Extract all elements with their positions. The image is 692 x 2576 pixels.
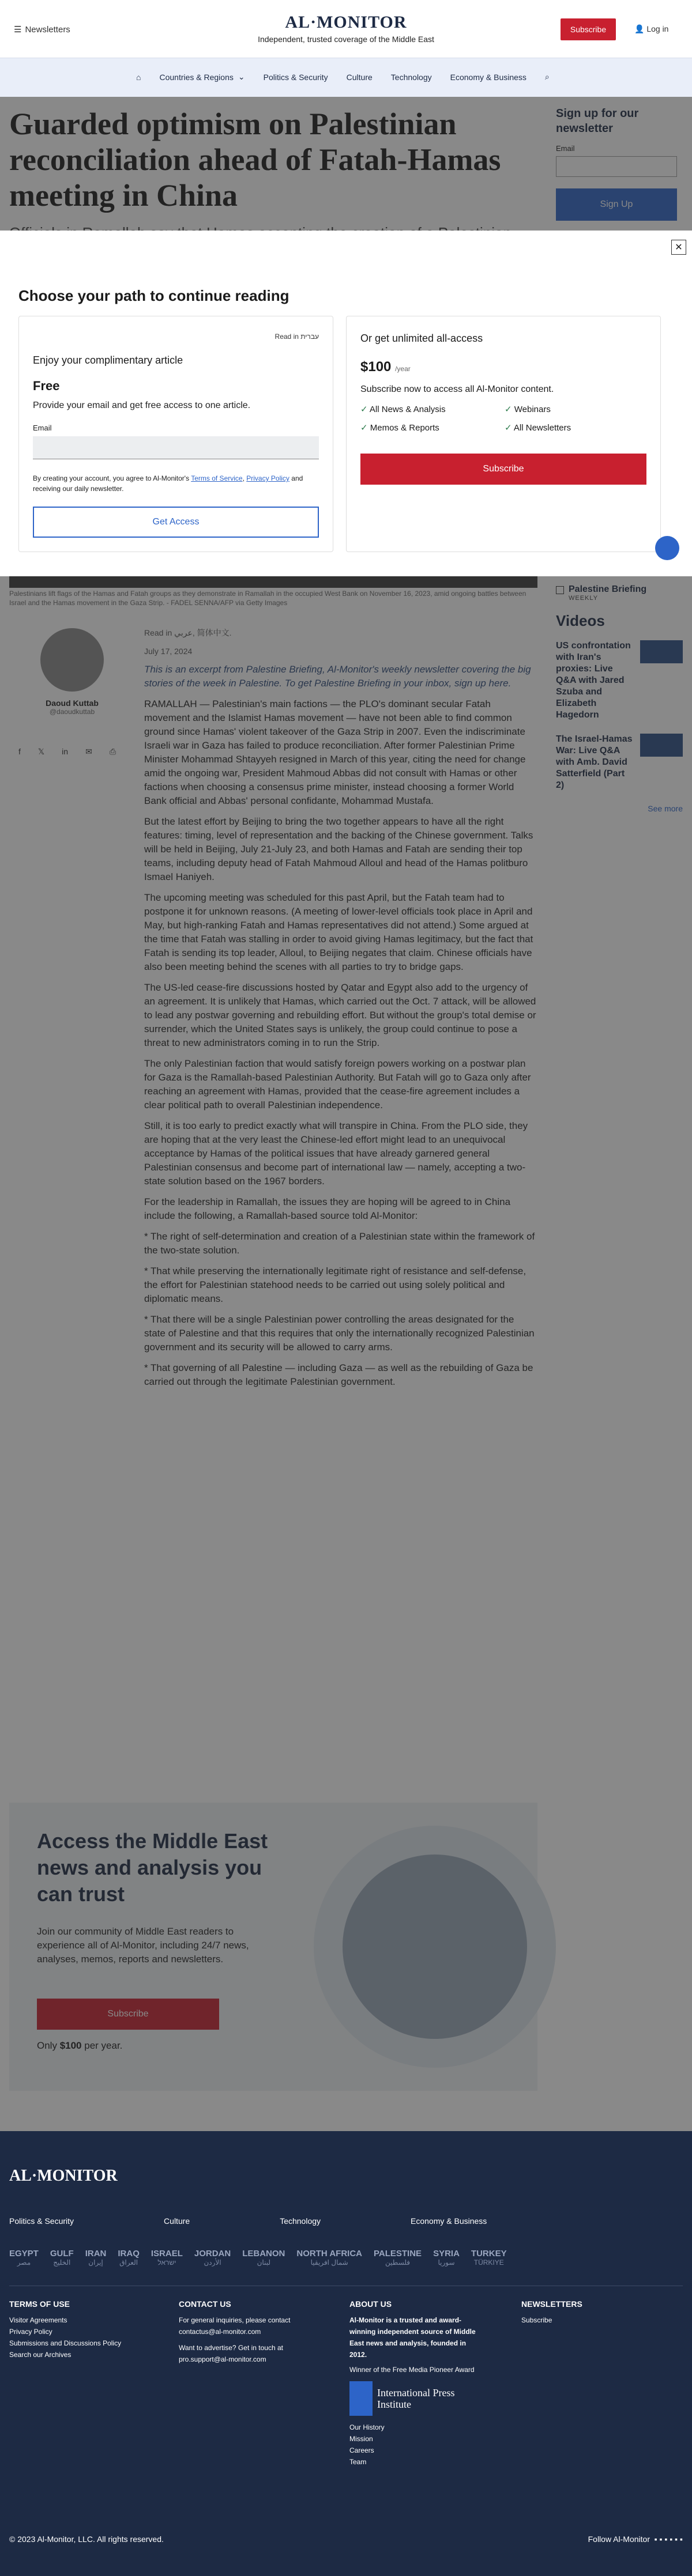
nav-politics[interactable]: Politics & Security <box>263 72 328 82</box>
chat-icon[interactable] <box>655 536 679 560</box>
read-in-hebrew[interactable]: Read in עברית <box>274 333 319 341</box>
country-link[interactable]: TURKEY TÜRKIYE <box>471 2249 507 2267</box>
country-links <box>9 2249 507 2267</box>
main-nav <box>0 58 692 97</box>
footer-terms: TERMS OF USE Visitor Agreements Privacy Policy Submissions and Discussions Policy Search our Archives <box>9 2298 136 2360</box>
country-link[interactable]: IRAQ العراق <box>118 2249 140 2267</box>
footer-nav <box>9 2216 487 2226</box>
chevron-down-icon[interactable]: ⌄ <box>238 72 245 81</box>
footer-bottom <box>9 2535 683 2544</box>
copyright: © 2023 Al-Monitor, LLC. All rights reserved. <box>9 2535 164 2544</box>
paywall-title: Choose your path to continue reading <box>18 287 289 304</box>
footer-link[interactable]: Mission <box>349 2435 373 2443</box>
free-desc: Provide your email and get free access to one article. <box>33 401 251 410</box>
footer-nav-item[interactable]: Culture <box>164 2216 190 2226</box>
footer-link[interactable]: Careers <box>349 2446 374 2454</box>
footer-newsletters: NEWSLETTERS Subscribe <box>521 2298 648 2326</box>
close-icon[interactable]: ✕ <box>671 240 686 255</box>
menu-icon: ☰ <box>14 25 22 35</box>
ipi-logo <box>349 2381 373 2416</box>
footer-link[interactable]: Visitor Agreements <box>9 2316 67 2324</box>
terms-link[interactable]: Terms of Service <box>191 474 243 482</box>
country-link[interactable]: SYRIA سوريا <box>433 2249 460 2267</box>
country-link[interactable]: NORTH AFRICA شمال افريقيا <box>296 2249 362 2267</box>
email-label: Email <box>33 424 52 432</box>
country-link[interactable]: ISRAEL ישראל <box>151 2249 183 2267</box>
country-link[interactable]: IRAN إيران <box>85 2249 107 2267</box>
tagline: Independent, trusted coverage of the Middle East <box>258 35 434 44</box>
email-field[interactable] <box>33 436 319 459</box>
footer-nav-item[interactable]: Politics & Security <box>9 2216 74 2226</box>
nav-economy[interactable]: Economy & Business <box>450 72 526 82</box>
nav-countries[interactable]: Countries & Regions <box>159 72 234 82</box>
free-access-card <box>18 316 333 552</box>
user-icon: 👤 <box>634 24 647 33</box>
feature-item: ✓ All Newsletters <box>505 422 649 433</box>
feature-item: ✓ All News & Analysis <box>360 404 505 414</box>
footer-about: ABOUT US Al-Monitor is a trusted and award-winning independent source of Middle East news and analysis, founded in 2012. Winner of the Free Media Pioneer Award International Press Institute Our History Mission Careers Team <box>349 2298 476 2468</box>
footer-link[interactable]: Privacy Policy <box>9 2328 52 2336</box>
paid-price: $100 /year <box>360 359 411 375</box>
paid-access-card <box>346 316 661 552</box>
footer-nav-item[interactable]: Economy & Business <box>411 2216 487 2226</box>
paid-subtitle: Subscribe now to access all Al-Monitor content. <box>360 384 554 394</box>
country-link[interactable]: JORDAN الأردن <box>194 2249 231 2267</box>
country-link[interactable]: GULF الخليج <box>50 2249 74 2267</box>
country-link[interactable]: LEBANON لبنان <box>242 2249 285 2267</box>
home-icon[interactable]: ⌂ <box>136 72 141 82</box>
paid-heading: Or get unlimited all-access <box>360 333 483 344</box>
feature-item: ✓ Memos & Reports <box>360 422 505 433</box>
complimentary-text: Enjoy your complimentary article <box>33 354 183 366</box>
login-link[interactable]: 👤 Log in <box>634 24 669 33</box>
privacy-link[interactable]: Privacy Policy <box>246 474 289 482</box>
follow-bar: Follow Al-Monitor ▪ ▪ ▪ ▪ ▪ ▪ <box>588 2535 683 2544</box>
country-link[interactable]: EGYPT مصر <box>9 2249 39 2267</box>
feature-item: ✓ Webinars <box>505 404 649 414</box>
paywall-modal <box>0 231 692 576</box>
footer-logo[interactable]: AL·MONITOR <box>9 2167 118 2185</box>
free-label: Free <box>33 379 60 393</box>
footer-link[interactable]: Submissions and Discussions Policy <box>9 2339 122 2347</box>
footer-link[interactable]: Team <box>349 2458 367 2466</box>
get-access-button[interactable]: Get Access <box>33 507 319 538</box>
site-logo[interactable]: AL·MONITOR <box>285 13 407 32</box>
search-icon[interactable]: ⌕ <box>544 72 550 81</box>
terms-text: By creating your account, you agree to Al-Monitor's Terms of Service, Privacy Policy and receiving our daily newsletter. <box>33 474 303 493</box>
subscribe-button[interactable]: Subscribe <box>561 18 616 40</box>
top-header <box>0 0 692 58</box>
nav-technology[interactable]: Technology <box>390 72 432 82</box>
paywall-subscribe-button[interactable]: Subscribe <box>360 454 646 485</box>
site-footer <box>0 2131 692 2576</box>
footer-subscribe-link[interactable]: Subscribe <box>521 2316 552 2324</box>
footer-contact: CONTACT US For general inquiries, please contact contactus@al-monitor.com Want to advertise? Get in touch at pro.support@al-monitor.com <box>179 2299 291 2363</box>
feature-list <box>360 404 649 433</box>
nav-culture[interactable]: Culture <box>346 72 373 82</box>
country-link[interactable]: PALESTINE فلسطين <box>374 2249 422 2267</box>
footer-link[interactable]: Search our Archives <box>9 2351 72 2359</box>
footer-nav-item[interactable]: Technology <box>280 2216 321 2226</box>
newsletters-link[interactable]: ☰ Newsletters <box>14 25 70 35</box>
social-icon[interactable]: ▪ ▪ ▪ ▪ ▪ ▪ <box>654 2535 683 2544</box>
footer-link[interactable]: Our History <box>349 2423 385 2431</box>
